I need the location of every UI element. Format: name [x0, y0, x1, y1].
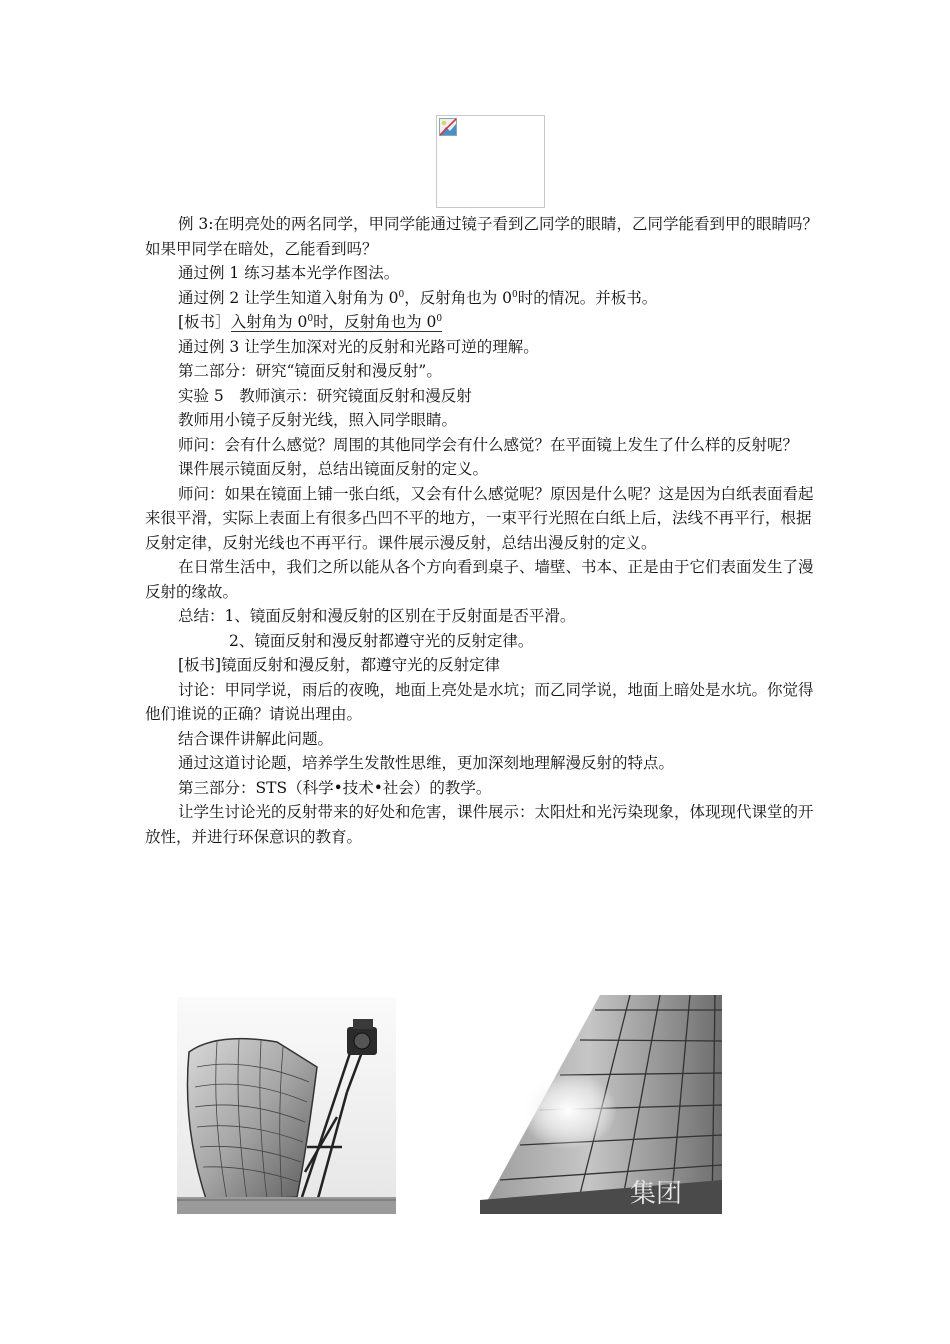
example-1-note: 通过例 1 练习基本光学作图法。 [178, 264, 400, 282]
teacher-question-1: 师问：会有什么感觉？周围的其他同学会有什么感觉？在平面镜上发生了什么样的反射呢？ [178, 435, 799, 454]
lesson-text [145, 212, 825, 849]
broken-image-placeholder [436, 115, 545, 208]
experiment-5: 实验 5 教师演示：研究镜面反射和漫反射 [178, 386, 472, 405]
discussion: 讨论：甲同学说，雨后的夜晚，地面上亮处是水坑；而乙同学说，地面上暗处是水坑。你觉得他们谁说的正确？请说出理由。 [145, 680, 814, 723]
broken-image-icon [439, 118, 457, 136]
courseware-note: 结合课件讲解此问题。 [178, 729, 334, 748]
summary-1: 总结：1、镜面反射和漫反射的区别在于反射面是否平滑。 [178, 607, 576, 625]
teacher-demo: 教师用小镜子反射光线，照入同学眼睛。 [178, 411, 458, 429]
teacher-question-2: 师问：如果在镜面上铺一张白纸，又会有什么感觉呢？原因是什么呢？这是因为白纸表面看起来很平滑，实际上表面上有很多凸凹不平的地方，一束平行光照在白纸上后，法线不再平行，根据反射定律，反射光线也不再平行。课件展示漫反射，总结出漫反射的定义。 [145, 484, 814, 552]
part-3-heading: 第三部分：STS（科学•技术•社会）的教学。 [178, 778, 492, 797]
specular-definition: 课件展示镜面反射，总结出镜面反射的定义。 [178, 460, 489, 478]
building-sign: 集团 [630, 1179, 683, 1209]
example-3-note: 通过例 3 让学生加深对光的反射和光路可逆的理解。 [178, 337, 539, 356]
part-2-heading: 第二部分：研究“镜面反射和漫反射”。 [178, 362, 442, 380]
example-3-question: 例 3:在明亮处的两名同学，甲同学能通过镜子看到乙同学的眼睛，乙同学能看到甲的眼睛吗？如果甲同学在暗处，乙能看到吗？ [145, 215, 819, 258]
glass-building-photo [480, 995, 722, 1214]
sts-discussion: 让学生讨论光的反射带来的好处和危害，课件展示：太阳灶和光污染现象，体现现代课堂的开放性，并进行环保意识的教育。 [145, 803, 814, 846]
board-note-1: [板书］入射角为 $0^0$时，反射角也为 $0^0$ [178, 313, 443, 331]
board-note-2: [板书]镜面反射和漫反射，都遵守光的反射定律 [178, 656, 501, 674]
discussion-purpose: 通过这道讨论题，培养学生发散性思维，更加深刻地理解漫反射的特点。 [178, 754, 675, 772]
summary-2: 2、镜面反射和漫反射都遵守光的反射定律。 [229, 631, 534, 650]
solar-cooker-photo [177, 997, 396, 1214]
example-2-note: 通过例 2 让学生知道入射角为 $0^0$，反射角也为 $0^0$时的情况。并板书。 [178, 288, 658, 307]
daily-life-note: 在日常生活中，我们之所以能从各个方向看到桌子、墙壁、书本、正是由于它们表面发生了漫反射的缘故。 [145, 558, 814, 601]
